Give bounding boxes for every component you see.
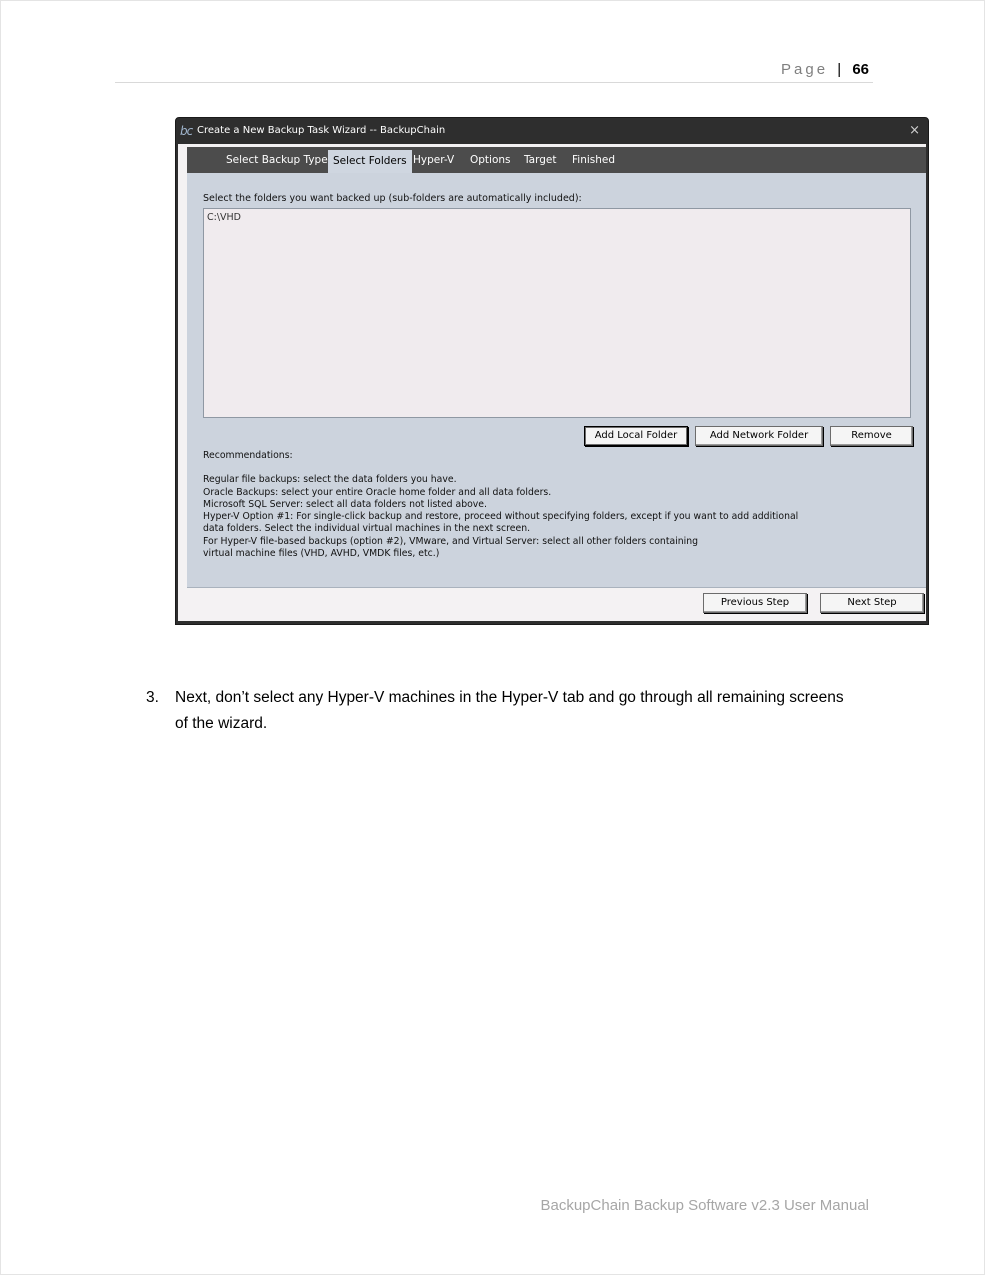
previous-step-button[interactable]: Previous Step (703, 593, 807, 613)
folder-list-item[interactable]: C:\VHD (207, 212, 241, 223)
recommendation-line: Microsoft SQL Server: select all data folders not listed above. (203, 498, 487, 510)
recommendations-title: Recommendations: (203, 450, 293, 461)
tab-finished[interactable]: Finished (572, 154, 616, 166)
folder-list[interactable] (203, 208, 911, 418)
tab-options[interactable]: Options (470, 154, 511, 166)
wizard-tab-bar (187, 147, 926, 173)
remove-button[interactable]: Remove (830, 426, 913, 446)
tab-select-backup-type[interactable]: Select Backup Type (226, 154, 328, 166)
recommendation-line: data folders. Select the individual virtual machines in the next screen. (203, 523, 531, 535)
recommendation-line: Oracle Backups: select your entire Oracle home folder and all data folders. (203, 486, 552, 498)
select-folders-panel (187, 173, 926, 588)
recommendation-line: For Hyper-V file-based backups (option #2), VMware, and Virtual Server: select all other folders containing (203, 535, 699, 547)
page-header (781, 61, 869, 78)
window-title: Create a New Backup Task Wizard -- BackupChain (197, 125, 446, 136)
window-client-area (178, 144, 926, 621)
backupchain-logo-icon: bc (180, 124, 193, 138)
page-separator: | (837, 61, 842, 78)
header-divider (115, 82, 873, 83)
page-label: Page (781, 61, 829, 78)
wizard-footer (178, 588, 926, 621)
tab-select-folders[interactable]: Select Folders (328, 150, 412, 173)
page-number: 66 (852, 61, 869, 78)
wizard-window-screenshot (175, 117, 929, 625)
next-step-button[interactable]: Next Step (820, 593, 924, 613)
recommendation-line: virtual machine files (VHD, AVHD, VMDK files, etc.) (203, 548, 440, 560)
recommendation-line: Regular file backups: select the data folders you have. (203, 474, 457, 486)
step-text: Next, don’t select any Hyper-V machines in the Hyper-V tab and go through all remaining screens of the wizard. (175, 689, 844, 732)
add-local-folder-button[interactable]: Add Local Folder (584, 426, 688, 446)
recommendations (203, 450, 798, 560)
tab-target[interactable]: Target (524, 154, 557, 166)
folders-instruction-label: Select the folders you want backed up (sub-folders are automatically included): (203, 193, 582, 204)
add-network-folder-button[interactable]: Add Network Folder (695, 426, 823, 446)
step-number: 3. (146, 689, 159, 706)
page-footer: BackupChain Backup Software v2.3 User Manual (540, 1197, 869, 1214)
tab-hyper-v[interactable]: Hyper-V (413, 154, 455, 166)
recommendation-line: Hyper-V Option #1: For single-click backup and restore, proceed without specifying folders, except if you want to add additional (203, 511, 799, 523)
close-icon[interactable]: × (909, 123, 920, 138)
window-titlebar (176, 118, 928, 144)
